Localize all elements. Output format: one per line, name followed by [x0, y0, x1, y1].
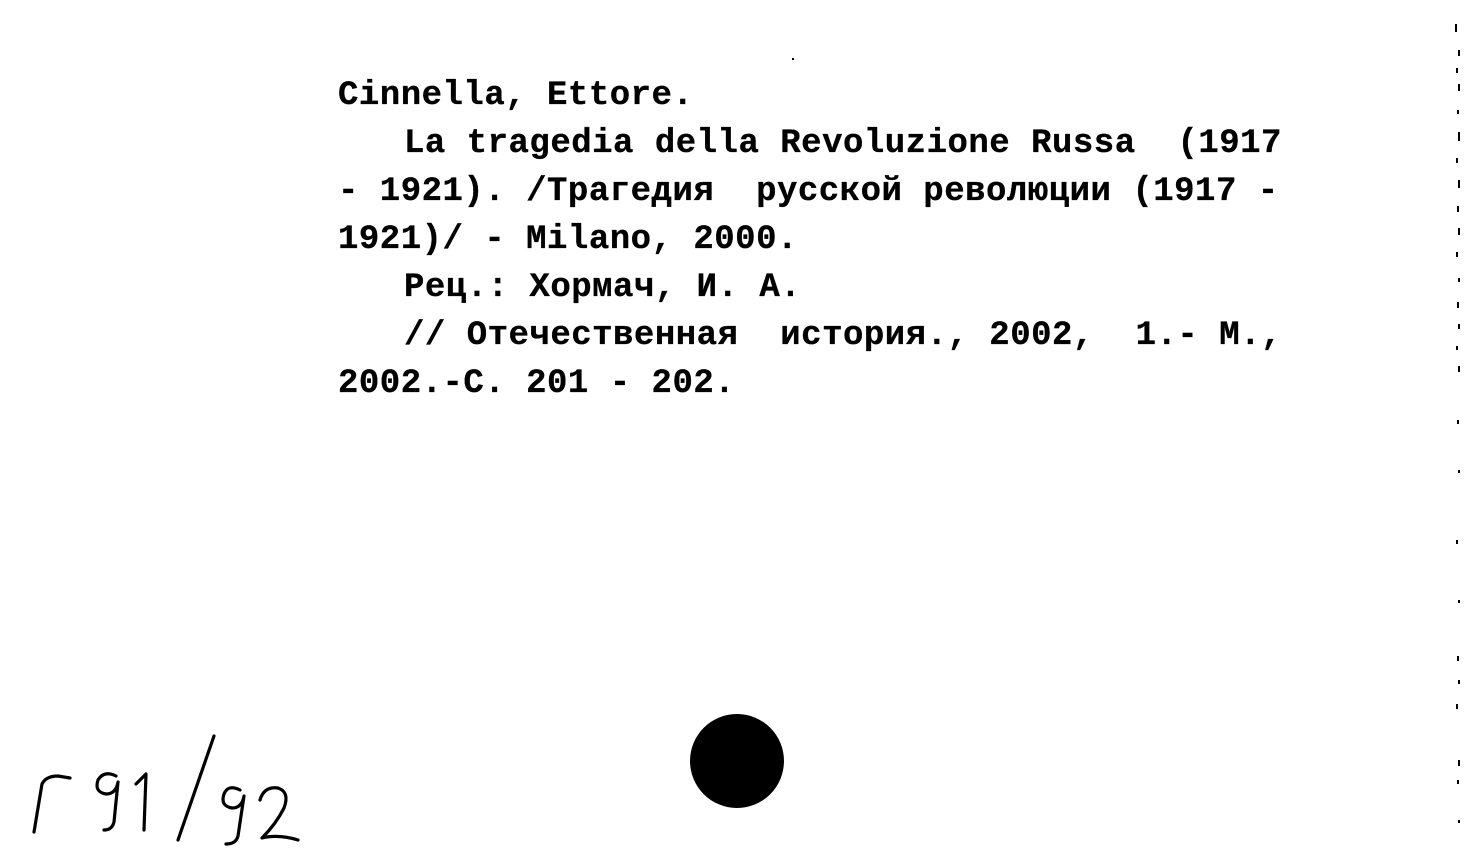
- bibliographic-entry: [338, 72, 1318, 408]
- source-line-1: // Отечественная история., 2002, 1.- М.,: [404, 317, 1282, 355]
- review-line: Рец.: Хормач, И. А.: [404, 269, 802, 307]
- title-line-1: La tragedia della Revoluzione Russa (1917: [404, 125, 1282, 163]
- scan-edge-artifacts: [1446, 20, 1464, 860]
- scan-speck: [792, 58, 794, 60]
- handwritten-shelf-mark: [28, 726, 328, 856]
- author-heading: Cinnella, Ettore.: [338, 77, 694, 115]
- punch-hole: [690, 714, 784, 808]
- title-line-2: - 1921). /Трагедия русской революции (1917 -: [338, 173, 1279, 211]
- source-line-2: 2002.-С. 201 - 202.: [338, 365, 736, 403]
- title-line-3: 1921)/ - Milano, 2000.: [338, 221, 798, 259]
